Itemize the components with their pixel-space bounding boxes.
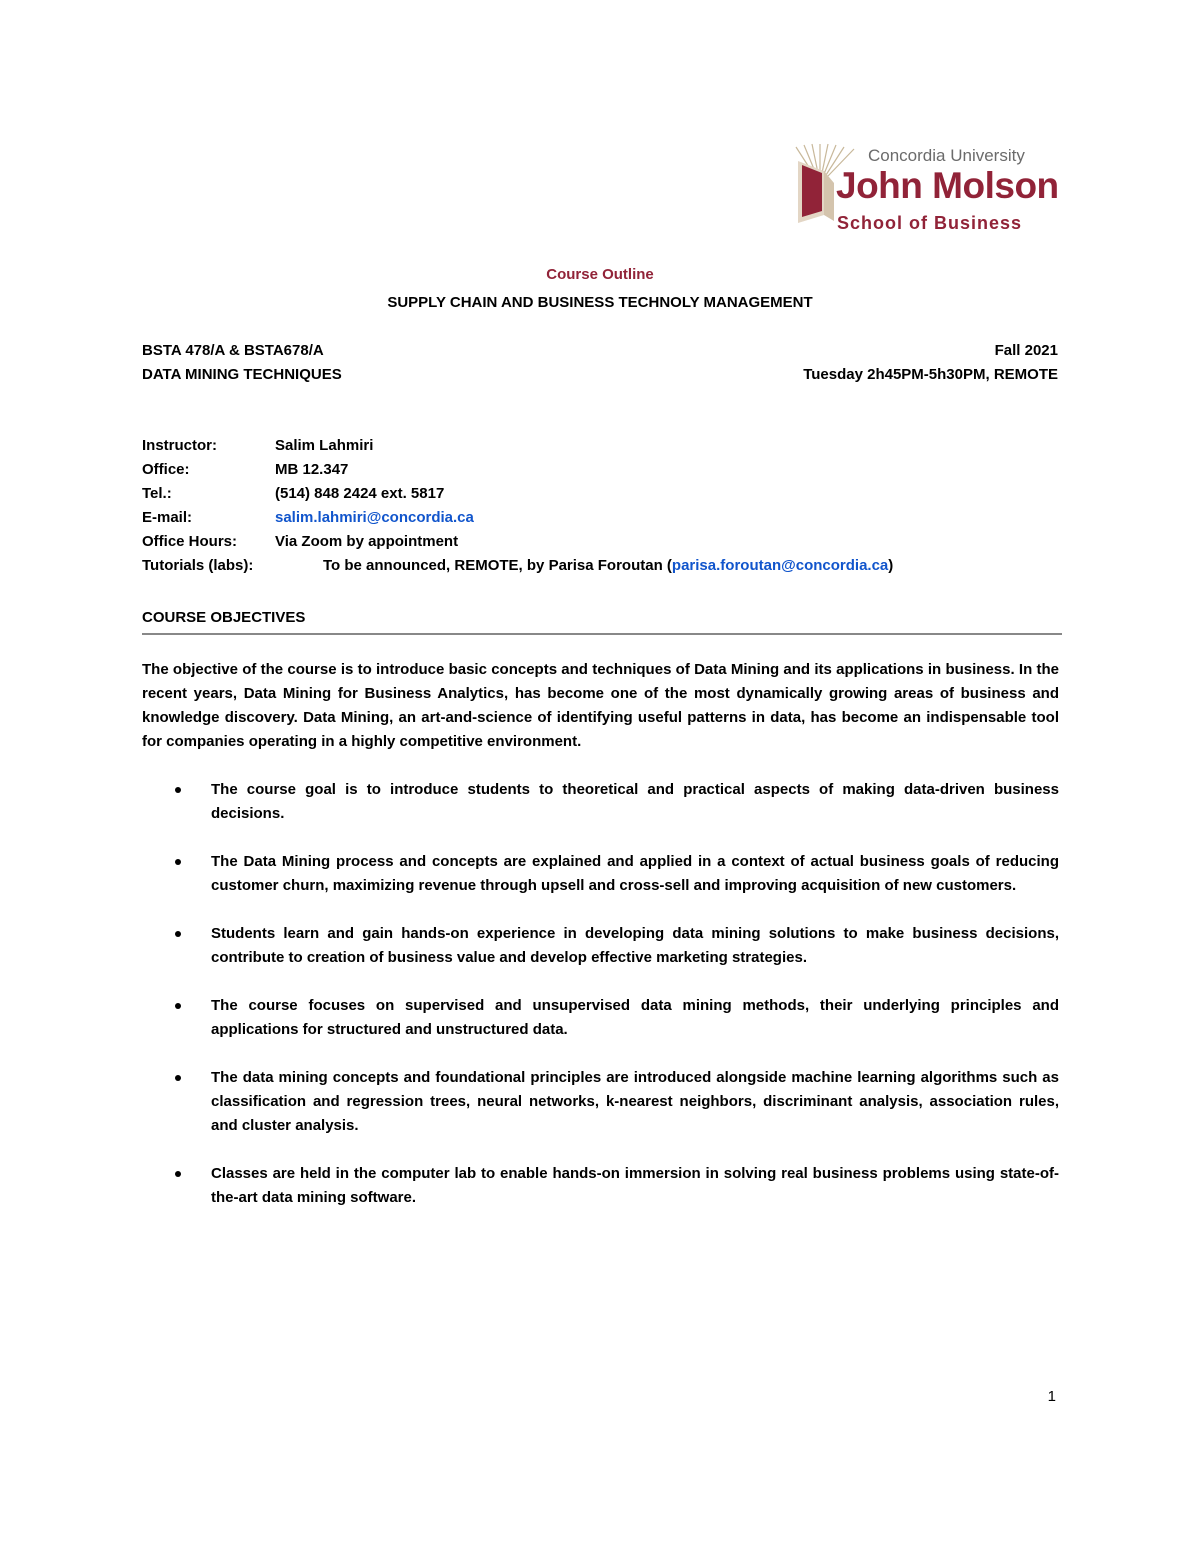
bullet-text: Students learn and gain hands-on experience in developing data mining solutions to make business decisions, contribute to creation of business value and develop effective marketing strategies.	[211, 925, 1059, 966]
office-hours-value: Via Zoom by appointment	[275, 533, 459, 550]
bullet-icon	[175, 859, 181, 865]
bullet-icon	[175, 1075, 181, 1081]
tel-label: Tel.:	[142, 485, 172, 502]
bullet-icon	[175, 1171, 181, 1177]
bullet-icon	[175, 1003, 181, 1009]
office-value: MB 12.347	[275, 461, 349, 478]
list-item	[142, 778, 1059, 826]
office-label: Office:	[142, 461, 190, 478]
section-divider	[142, 633, 1062, 635]
tutorials-email-link[interactable]: parisa.foroutan@concordia.ca	[671, 557, 889, 574]
course-outline-title: Course Outline	[546, 266, 654, 283]
objectives-bullet-list	[142, 778, 1059, 1234]
school-logo	[792, 143, 1062, 235]
school-suffix: School of Business	[837, 213, 1023, 233]
email-label: E-mail:	[142, 509, 193, 526]
list-item	[142, 1066, 1059, 1138]
instructor-label: Instructor:	[142, 437, 217, 454]
course-schedule: Tuesday 2h45PM-5h30PM, REMOTE	[803, 366, 1058, 383]
section-heading-objectives: COURSE OBJECTIVES	[142, 609, 306, 626]
bullet-text: The data mining concepts and foundational principles are introduced alongside machine learning algorithms such as classification and regression trees, neural networks, k-nearest neighbors, discriminant analysis, association rules, and cluster analysis.	[211, 1069, 1059, 1134]
tutorials-value	[323, 557, 893, 574]
bullet-icon	[175, 931, 181, 937]
bullet-text: Classes are held in the computer lab to enable hands-on immersion in solving real business problems using state-of-the-art data mining software.	[211, 1165, 1059, 1206]
instructor-value: Salim Lahmiri	[275, 437, 374, 454]
list-item	[142, 1162, 1059, 1210]
course-codes: BSTA 478/A & BSTA678/A	[142, 342, 324, 359]
course-name: DATA MINING TECHNIQUES	[142, 366, 342, 383]
instructor-email-link[interactable]: salim.lahmiri@concordia.ca	[275, 509, 474, 526]
bullet-text: The course focuses on supervised and unsupervised data mining methods, their underlying principles and applications for structured and unstructured data.	[211, 997, 1059, 1038]
list-item	[142, 850, 1059, 898]
university-name: Concordia University	[868, 146, 1025, 165]
objectives-intro-paragraph: The objective of the course is to introduce basic concepts and techniques of Data Mining and its applications in business. In the recent years, Data Mining for Business Analytics, has become one of the most dynamically growing areas of business and knowledge discovery. Data Mining, an art-and-science of identifying useful patterns in data, has become an indispensable tool for companies operating in a highly competitive environment.	[142, 661, 1059, 750]
tel-value: (514) 848 2424 ext. 5817	[275, 485, 445, 502]
office-hours-label: Office Hours:	[142, 533, 238, 550]
tutorials-label: Tutorials (labs):	[142, 557, 254, 574]
list-item	[142, 994, 1059, 1042]
bullet-text: The course goal is to introduce students to theoretical and practical aspects of making data-driven business decisions.	[211, 781, 1059, 822]
tutorials-prefix: To be announced, REMOTE, by Parisa Foroutan (	[323, 557, 672, 574]
tutorials-suffix: )	[888, 557, 894, 574]
bullet-icon	[175, 787, 181, 793]
school-name: John Molson	[836, 165, 1059, 206]
program-title: SUPPLY CHAIN AND BUSINESS TECHNOLY MANAGEMENT	[387, 294, 813, 311]
term: Fall 2021	[994, 342, 1058, 359]
page-number: 1	[1047, 1388, 1056, 1405]
bullet-text: The Data Mining process and concepts are explained and applied in a context of actual business goals of reducing customer churn, maximizing revenue through upsell and cross-sell and improving acquisition of new customers.	[211, 853, 1059, 894]
list-item	[142, 922, 1059, 970]
